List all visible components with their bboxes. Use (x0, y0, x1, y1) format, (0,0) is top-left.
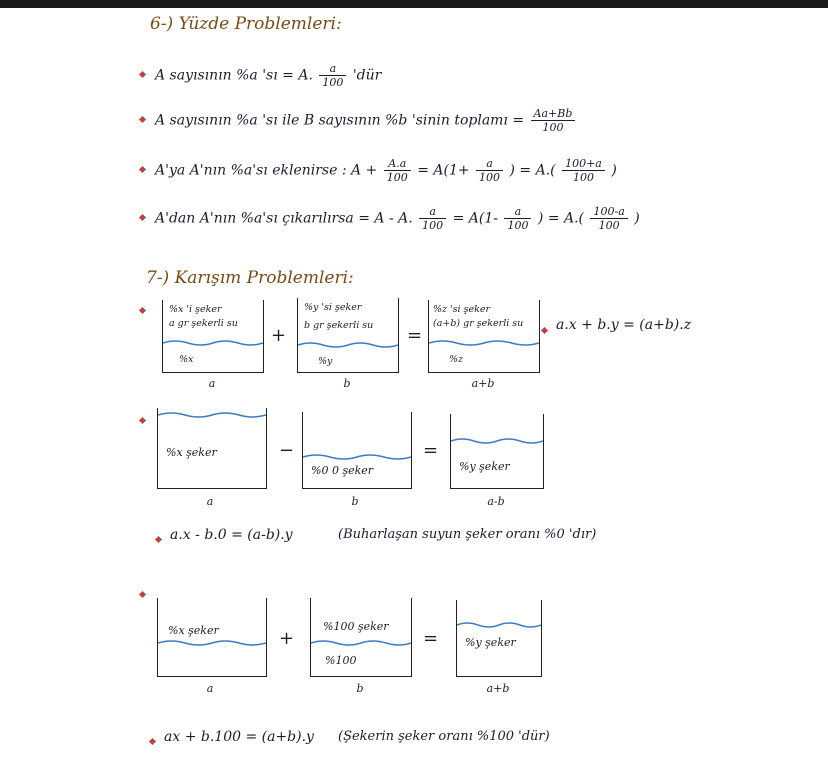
beaker-8-caption: b (356, 682, 364, 695)
beaker-9: %y şeker (456, 600, 542, 677)
percent-rule-1 (155, 62, 381, 89)
beaker-2: %y 'si şeker b gr şekerli su %y (297, 298, 399, 373)
bullet-icon (139, 307, 146, 314)
beaker-6-caption: a-b (487, 495, 505, 508)
mixture-2-formula: a.x - b.0 = (a-b).y (170, 527, 293, 543)
mixture-3-formula: ax + b.100 = (a+b).y (164, 729, 314, 745)
bullet-icon (149, 738, 156, 745)
water-surface-icon (457, 620, 541, 630)
water-surface-icon (303, 452, 411, 462)
plus-sign: + (271, 325, 287, 346)
bullet-icon (139, 71, 146, 78)
bullet-icon (155, 536, 162, 543)
bullet-icon (541, 327, 548, 334)
plus-sign: + (279, 628, 295, 649)
beaker-8: %100 şeker %100 (310, 598, 412, 677)
water-surface-icon (429, 338, 539, 348)
beaker-6: %y şeker (450, 414, 544, 489)
mixture-3-note: (Şekerin şeker oranı %100 'dür) (338, 729, 550, 744)
water-surface-icon (311, 638, 411, 648)
mixture-2-note: (Buharlaşan suyun şeker oranı %0 'dır) (338, 527, 597, 542)
mixture-1-formula: a.x + b.y = (a+b).z (556, 317, 692, 333)
bullet-icon (139, 417, 146, 424)
beaker-7: %x şeker (157, 598, 267, 677)
beaker-7-caption: a (206, 682, 214, 695)
bullet-icon (139, 214, 146, 221)
rule-4-fraction-3: $\frac{100-a}{100}$ (590, 205, 627, 232)
water-surface-icon (158, 410, 266, 420)
minus-sign: − (279, 440, 295, 461)
rule-4-fraction-1: $\frac{a}{100}$ (419, 205, 446, 232)
equals-sign: = (423, 628, 439, 649)
water-surface-icon (158, 638, 266, 648)
bullet-icon (139, 166, 146, 173)
section-7-title: 7-) Karışım Problemleri: (146, 268, 354, 288)
percent-rule-2 (155, 107, 577, 134)
beaker-9-caption: a+b (486, 682, 510, 695)
percent-rule-3: A'ya A'nın %a'sı eklenirse : A + $\frac{A.a}{100}$ = A(1+ $\frac{a}{100}$ ) = A.( $\frac{100+a}{100}$ ) (155, 157, 617, 184)
rule-3-fraction-2: $\frac{a}{100}$ (476, 157, 503, 184)
rule-2-text: A sayısının %a 'sı ile B sayısının %b 'sinin toplamı = (155, 112, 525, 129)
percent-rule-4: A'dan A'nın %a'sı çıkarılırsa = A - A. $\frac{a}{100}$ = A(1- $\frac{a}{100}$ ) = A.( $\frac{100-a}{100}$ ) (155, 205, 640, 232)
rule-1-fraction: $\frac{a}{100}$ (319, 62, 346, 89)
beaker-1: %x 'i şeker a gr şekerli su %x (162, 300, 264, 373)
bullet-icon (139, 591, 146, 598)
rule-1-tail: 'dür (352, 67, 382, 84)
beaker-1-caption: a (208, 377, 216, 390)
water-surface-icon (298, 340, 398, 350)
top-border (0, 0, 828, 8)
rule-4-fraction-2: $\frac{a}{100}$ (504, 205, 531, 232)
rule-3-fraction-3: $\frac{100+a}{100}$ (562, 157, 605, 184)
beaker-2-caption: b (343, 377, 351, 390)
beaker-3: %z 'si şeker (a+b) gr şekerli su %z (428, 300, 540, 373)
beaker-5-caption: b (351, 495, 359, 508)
bullet-icon (139, 116, 146, 123)
water-surface-icon (163, 338, 263, 348)
rule-2-fraction: $\frac{Aa+Bb}{100}$ (531, 107, 576, 134)
beaker-4-caption: a (206, 495, 214, 508)
equals-sign: = (407, 325, 423, 346)
section-6-title: 6-) Yüzde Problemleri: (150, 14, 342, 34)
rule-1-text: A sayısının %a 'sı = A. (155, 67, 313, 84)
beaker-4: %x şeker (157, 408, 267, 489)
beaker-3-caption: a+b (471, 377, 495, 390)
water-surface-icon (451, 436, 543, 446)
beaker-5: %0 0 şeker (302, 412, 412, 489)
rule-3-fraction-1: $\frac{A.a}{100}$ (384, 157, 411, 184)
equals-sign: = (423, 440, 439, 461)
